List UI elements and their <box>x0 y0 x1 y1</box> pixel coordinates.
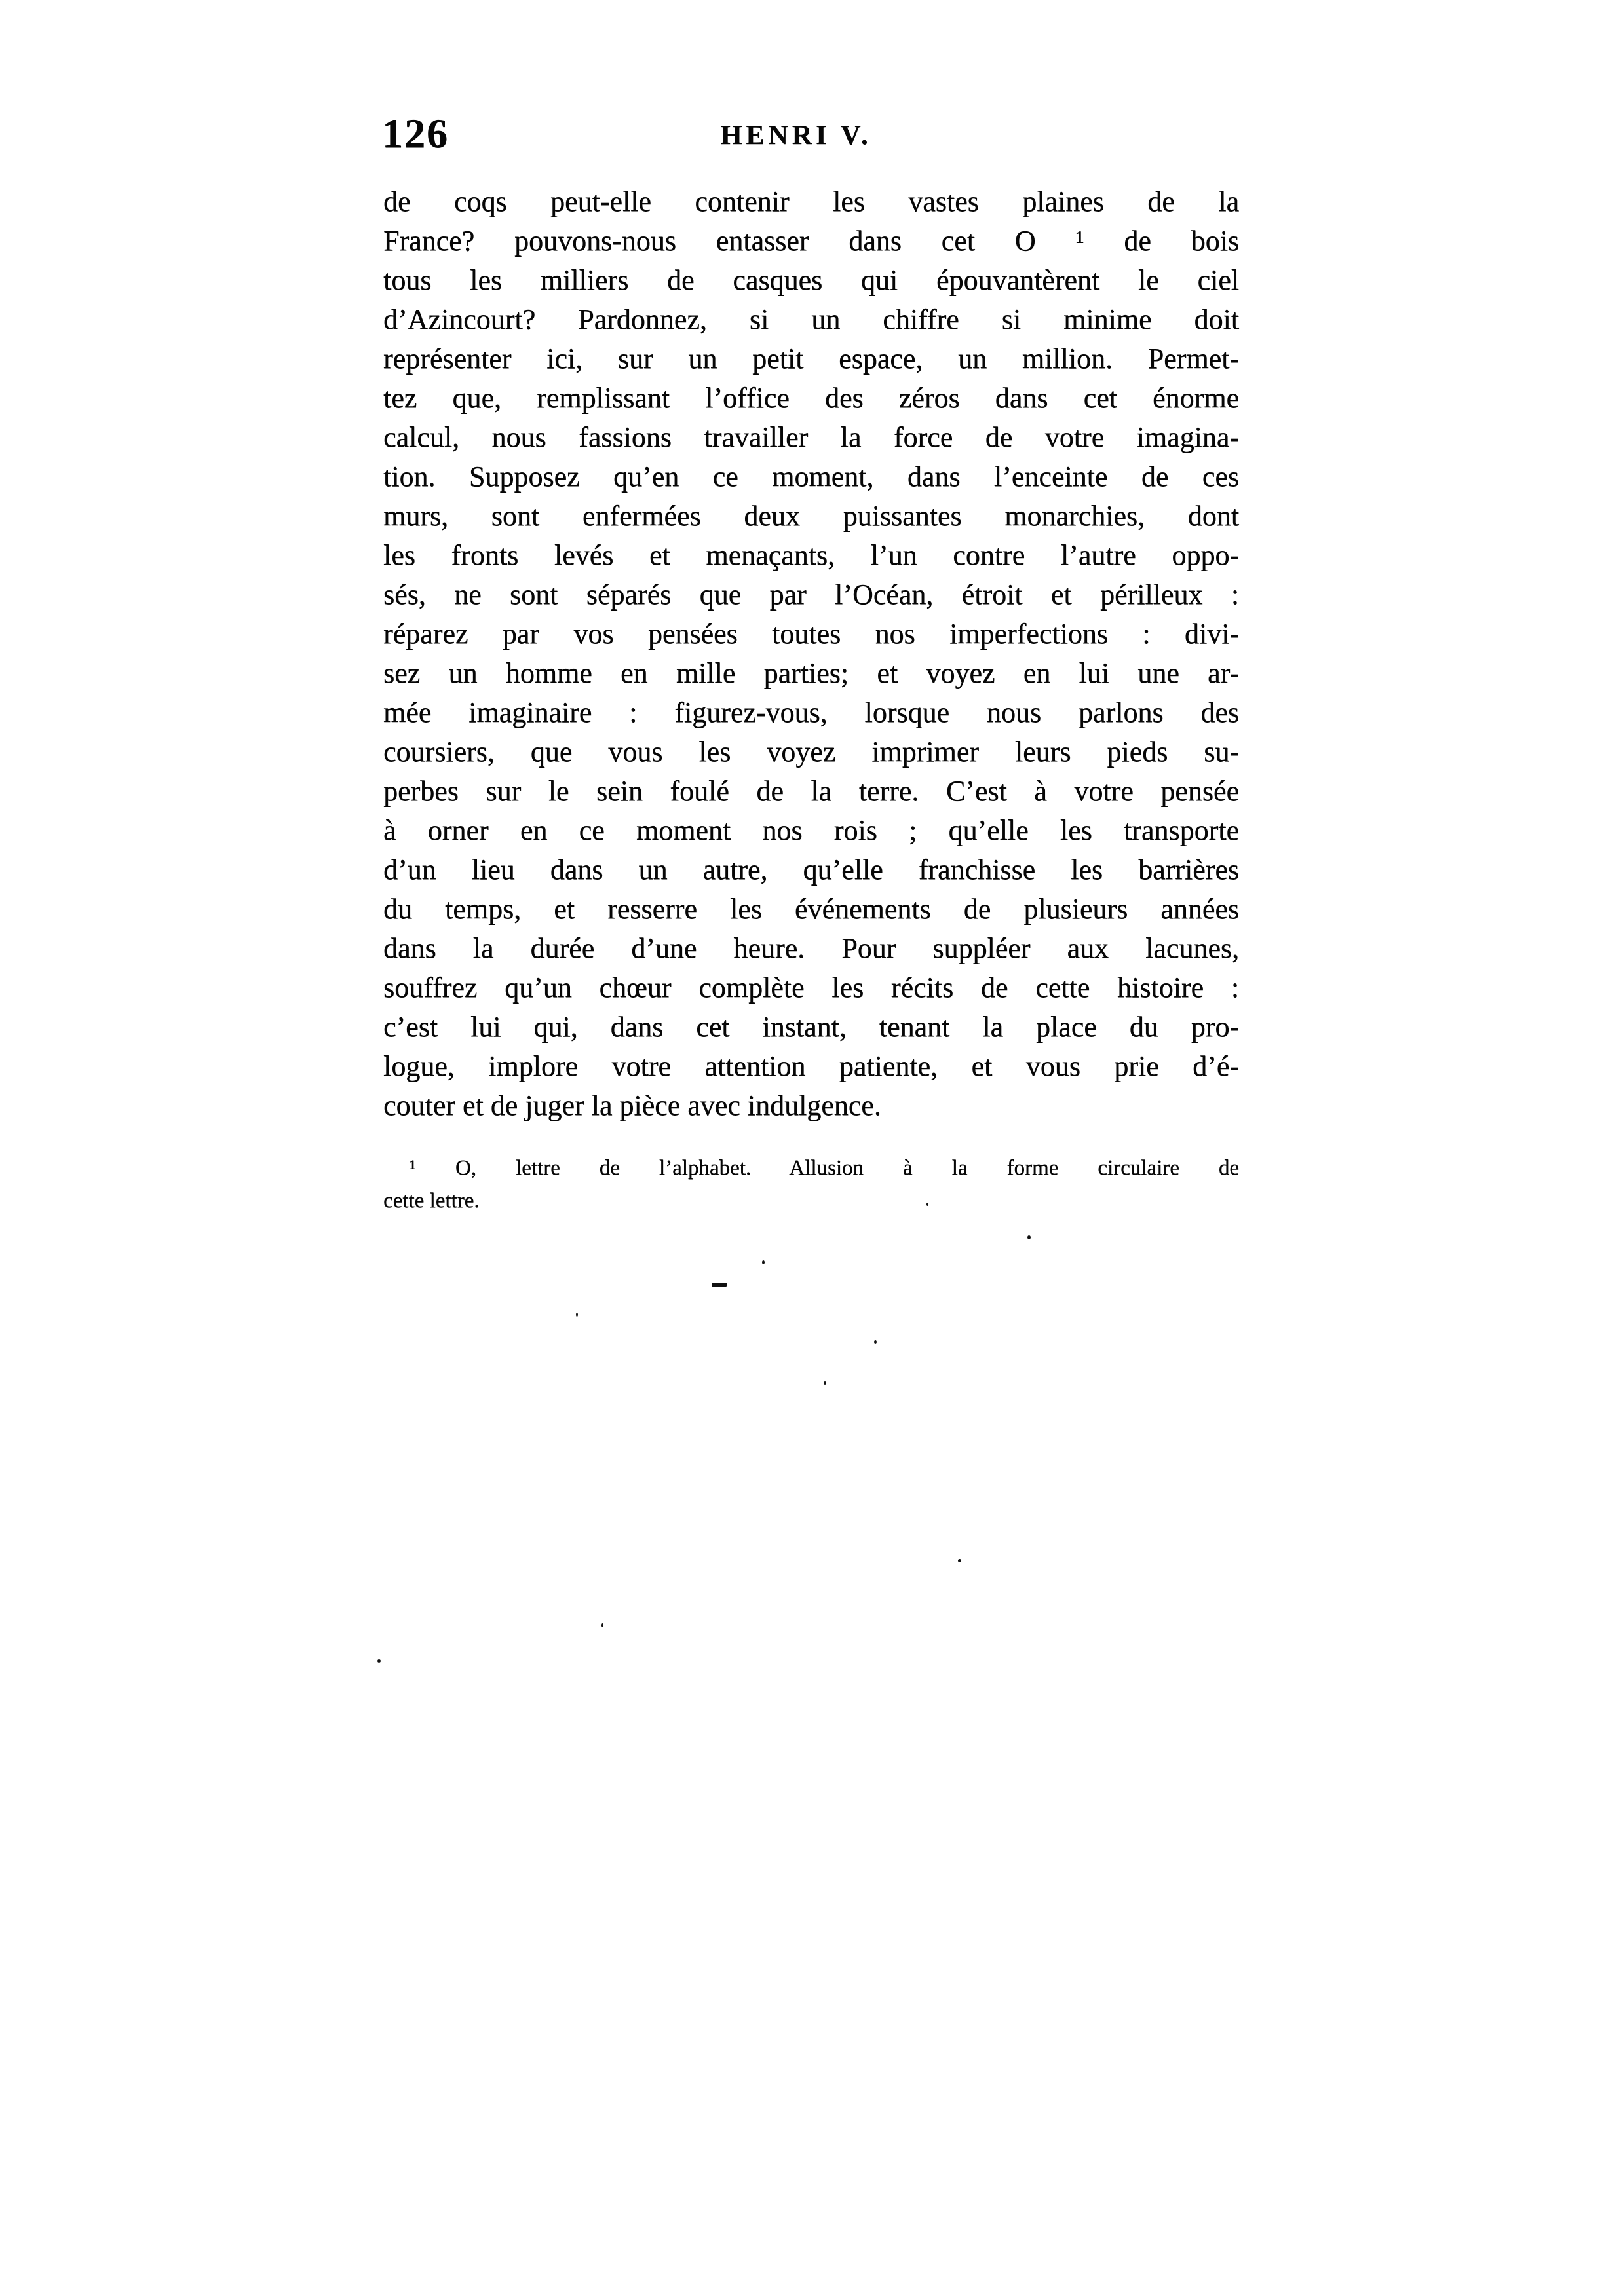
scan-speck <box>824 1381 826 1385</box>
text-line: dans la durée d’une heure. Pour suppléer aux lacunes, <box>383 932 1239 964</box>
text-line: d’un lieu dans un autre, qu’elle franchisse les barrières <box>383 854 1239 886</box>
scan-speck <box>762 1260 765 1264</box>
text-line: calcul, nous fassions travailler la force de votre imagina- <box>383 421 1239 453</box>
text-line: à orner en ce moment nos rois ; qu’elle les transporte <box>383 814 1239 846</box>
text-line: couter et de juger la pièce avec indulgence. <box>383 1089 881 1121</box>
body-text <box>383 182 1239 1125</box>
text-line: tez que, remplissant l’office des zéros dans cet énorme <box>383 382 1239 414</box>
text-line: perbes sur le sein foulé de la terre. C’est à votre pensée <box>383 775 1239 807</box>
scan-speck <box>377 1659 381 1663</box>
text-line: réparez par vos pensées toutes nos imperfections : divi- <box>383 618 1239 650</box>
text-line: tion. Supposez qu’en ce moment, dans l’enceinte de ces <box>383 461 1239 493</box>
text-line: tous les milliers de casques qui épouvantèrent le ciel <box>383 264 1239 296</box>
scan-speck <box>874 1340 877 1344</box>
footnote <box>383 1152 1239 1217</box>
text-line: d’Azincourt? Pardonnez, si un chiffre si minime doit <box>383 303 1239 335</box>
text-line: de coqs peut-elle contenir les vastes plaines de la <box>383 185 1239 217</box>
scan-speck <box>576 1313 578 1317</box>
text-line: c’est lui qui, dans cet instant, tenant la place du pro- <box>383 1011 1239 1043</box>
text-line: souffrez qu’un chœur complète les récits de cette histoire : <box>383 971 1239 1004</box>
text-line: logue, implore votre attention patiente, et vous prie d’é- <box>383 1050 1239 1082</box>
scan-speck <box>926 1203 928 1206</box>
text-line: coursiers, que vous les voyez imprimer leurs pieds su- <box>383 736 1239 768</box>
text-line: murs, sont enfermées deux puissantes monarchies, dont <box>383 500 1239 532</box>
scan-speck <box>1027 1235 1031 1239</box>
scan-speck <box>958 1559 961 1562</box>
text-line: sés, ne sont séparés que par l’Océan, étroit et périlleux : <box>383 578 1239 611</box>
scan-speck <box>712 1283 727 1287</box>
scan-speck <box>601 1623 603 1627</box>
text-line: cette lettre. <box>383 1189 480 1213</box>
running-title: HENRI V. <box>720 121 872 151</box>
page-number: 126 <box>382 110 449 157</box>
text-line: représenter ici, sur un petit espace, un million. Permet- <box>383 343 1239 375</box>
text-line: ¹ O, lettre de l’alphabet. Allusion à la forme circulaire de <box>410 1156 1239 1180</box>
text-line: les fronts levés et menaçants, l’un contre l’autre oppo- <box>383 539 1239 571</box>
text-line: sez un homme en mille parties; et voyez en lui une ar- <box>383 657 1239 689</box>
text-line: mée imaginaire : figurez-vous, lorsque nous parlons des <box>383 696 1239 728</box>
text-line: du temps, et resserre les événements de plusieurs années <box>383 893 1239 925</box>
text-line: France? pouvons-nous entasser dans cet O ¹ de bois <box>383 225 1239 257</box>
